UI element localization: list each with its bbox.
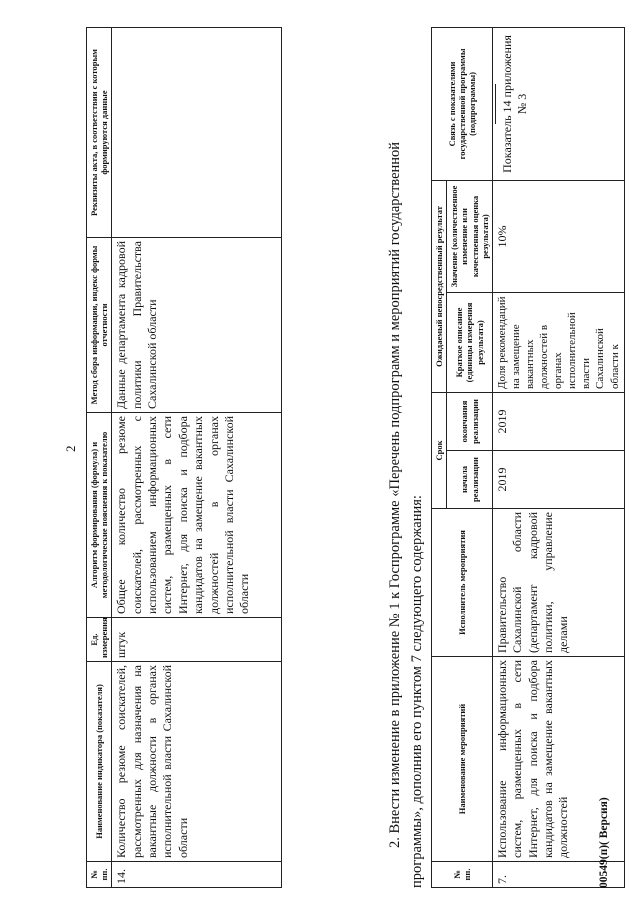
row-num: 14. <box>112 862 282 888</box>
row-measure-name: Использование информационных систем, размещенных в сети Интернет, для поиска и подбора кандидатов на замещение вакантных должностей <box>492 657 624 862</box>
header-value: Значение (количественное изменение или качественная оценка результата) <box>447 180 493 292</box>
page-number: 2 <box>63 445 78 452</box>
rotated-page-content <box>86 28 621 888</box>
table-row <box>492 27 624 887</box>
amendment-paragraph-line1: 2. Внести изменение в приложение № 1 к Госпрограмме «Перечень подпрограмм и мероприятий государственной <box>387 141 403 848</box>
indicator-table <box>86 27 282 888</box>
header-method: Метод сбора информации, индекс формы отчетности <box>87 238 112 413</box>
amendment-paragraph-line2: программы», дополнив его пунктом 7 следующего содержания: <box>409 495 425 888</box>
row-method: Данные департамента кадровой политики Правительства Сахалинской области <box>112 238 282 413</box>
header-start: начала реализации <box>447 451 493 509</box>
header-num: № пп. <box>432 862 493 888</box>
header-link: Связь с показателями государственной программы (подпрограммы) <box>432 27 493 180</box>
header-expected-result: Ожидаемый непосредственный результат <box>432 180 447 392</box>
row-unit: штук <box>112 618 282 662</box>
row-indicator-name: Количество резюме соискателей, рассмотренных для назначения на вакантные должности в органах исполнительной власти Сахалинской области <box>112 662 282 862</box>
header-num: № пп. <box>87 862 112 888</box>
row-algorithm: Общее количество резюме соискателей, рассмотренных с использованием информационных систем, размещенных в сети Интернет, для поиска и подбора кандидатов на замещение вакантных должностей в органах исполнительной власти Сахалинской области <box>112 413 282 618</box>
row-short-description: Доля рекомендаций на замещение вакантных должностей в органах исполнительной власти Сахалинской области к <box>492 292 624 392</box>
header-end: окончания реализации <box>447 392 493 450</box>
footer-version: 00549(п)( Версия) <box>598 797 610 888</box>
row-num: 7. <box>492 862 624 888</box>
row-link: Показатель 14 приложения № 3 <box>499 35 530 173</box>
indicator-table-header <box>87 28 112 888</box>
header-short-description: Краткое описание (единицы измерения результата) <box>447 292 493 392</box>
header-indicator-name: Наименование индикатора (показателя) <box>87 662 112 862</box>
dash-divider <box>495 84 496 124</box>
row-value: 10% <box>492 180 624 292</box>
header-executor: Исполнитель мероприятия <box>432 509 493 657</box>
measures-table <box>431 27 625 888</box>
table-row <box>112 28 282 888</box>
measures-table-header <box>432 27 447 887</box>
row-link-cell <box>492 27 624 180</box>
header-requisites: Реквизиты акта, в соответствии с которым формируются данные <box>87 28 112 238</box>
row-start: 2019 <box>492 451 624 509</box>
row-end: 2019 <box>492 392 624 450</box>
header-algorithm: Алгоритм формирования (формула) и методологические пояснения к показателю <box>87 413 112 618</box>
row-executor: Правительство Сахалинской области (департамент кадровой политики, управление делами <box>492 509 624 657</box>
row-requisites <box>112 28 282 238</box>
header-term: Срок <box>432 392 447 508</box>
header-measure-name: Наименование мероприятий <box>432 657 493 862</box>
header-unit: Ед. измерения <box>87 618 112 662</box>
